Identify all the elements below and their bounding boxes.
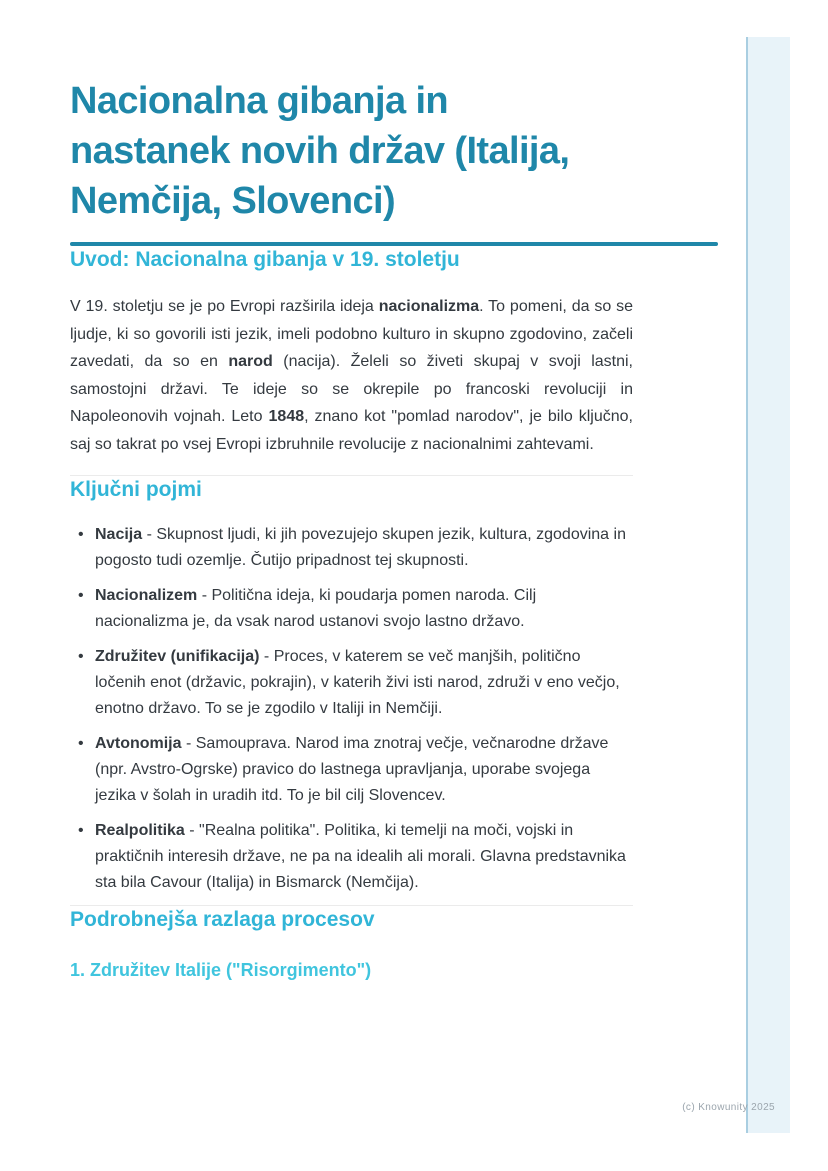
section-heading-processes: Podrobnejša razlaga procesov — [70, 908, 375, 931]
intro-paragraph: V 19. stoletju se je po Evropi razširila ideja nacionalizma. To pomeni, da so se ljudje, ki so govorili isti jezik, imeli podobno kulturo in skupno zgodovino, začeli zavedati, da so en narod (nacija). Želeli so živeti skupaj v svoji lastni, samostojni državi. Te ideje so se okrepile po francoski revoluciji in Napoleonovih vojnah. Leto 1848, znano kot "pomlad narodov", je bilo ključno, saj so takrat po vsej Evropi izbruhnile revolucije z nacionalnimi zahtevami. — [70, 298, 634, 453]
document-content — [70, 0, 760, 982]
list-item: • Avtonomija - Samouprava. Narod ima znotraj večje, večnarodne države (npr. Avstro-Ogrske) pravico do lastnega upravljanja, uporabe svojega jezika v šolah in uradih itd. To je bil cilj Slovencev. — [70, 731, 633, 809]
list-item: • Nacija - Skupnost ljudi, ki jih povezujejo skupen jezik, kultura, zgodovina in pogosto tudi ozemlje. Čutijo pripadnost tej skupnosti. — [70, 522, 633, 574]
section-heading-intro: Uvod: Nacionalna gibanja v 19. stoletju — [70, 248, 460, 271]
page-title: Nacionalna gibanja in nastanek novih držav (Italija, Nemčija, Slovenci) — [70, 80, 570, 222]
list-item: • Realpolitika - "Realna politika". Politika, ki temelji na moči, vojski in praktičnih interesih države, ne pa na idealih ali morali. Glavna predstavnika sta bila Cavour (Italija) in Bismarck (Nemčija). — [70, 818, 633, 896]
section-heading-key-terms: Ključni pojmi — [70, 478, 202, 501]
copyright-note: (c) Knowunity 2025 — [682, 1102, 775, 1113]
list-item: • Nacionalizem - Politična ideja, ki poudarja pomen naroda. Cilj nacionalizma je, da vsak narod ustanovi svojo lastno državo. — [70, 583, 633, 635]
subsection-heading-italy-unification: 1. Združitev Italije ("Risorgimento") — [70, 960, 372, 980]
key-terms-list — [70, 522, 633, 896]
list-item: • Združitev (unifikacija) - Proces, v katerem se več manjših, politično ločenih enot (državic, pokrajin), v katerih živi isti narod, združi v eno večjo, enotno državo. To se je zgodilo v Italiji in Nemčiji. — [70, 644, 633, 722]
